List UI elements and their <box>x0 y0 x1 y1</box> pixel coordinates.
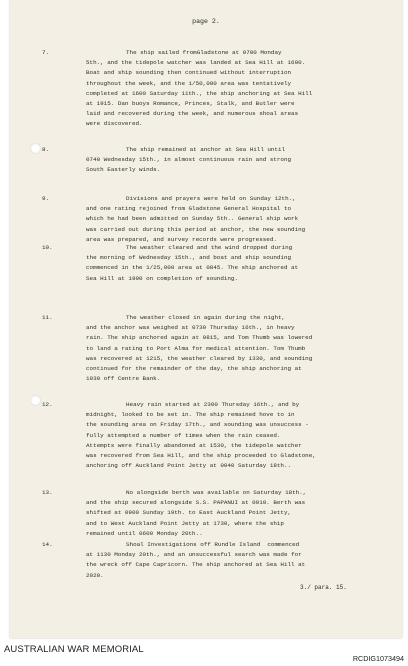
paragraph <box>42 48 386 130</box>
paragraph-line: at 1915. Dan buoys Romance, Princes, Stalk, and Butler were <box>86 100 295 108</box>
paragraph-line: 2020. <box>86 571 104 579</box>
paragraph-line: shifted at 0900 Sunday 19th. to East Auckland Point Jetty, <box>86 509 292 517</box>
paragraph-line: Divisions and prayers were held on Sunday 12th., <box>126 195 296 202</box>
paragraph-line: were discovered. <box>86 120 143 128</box>
paragraph <box>42 243 386 284</box>
organization-label: AUSTRALIAN WAR MEMORIAL <box>4 644 144 655</box>
paragraph-line: anchoring off Auckland Point Jetty at 0040 Saturday 18th.. <box>86 462 292 470</box>
paragraph-line: 1930 off Centre Bank. <box>86 375 161 383</box>
paragraph <box>42 145 386 176</box>
paragraph-line: throughout the week, and the 1/50,000 area was tentatively <box>86 79 292 87</box>
paragraph-line: The ship remained at anchor at Sea Hill until <box>126 146 286 153</box>
paragraph <box>42 400 386 471</box>
paragraph <box>42 313 386 384</box>
paragraph-line: South Easterly winds. <box>86 166 161 174</box>
paragraph-line: 5th., and the tidepole watcher was landed at Sea Hill at 1600. <box>86 59 306 67</box>
punch-hole <box>30 395 41 406</box>
paragraph-number: 9. <box>42 195 50 202</box>
paragraph-line: and to West Auckland Point Jetty at 1730, where the ship <box>86 519 284 527</box>
paragraph-number: 13. <box>42 489 53 496</box>
punch-hole <box>30 143 41 154</box>
paragraph-line: 0740 Wednesday 15th., in almost continuous rain and strong <box>86 156 292 164</box>
paragraph-line: and the anchor was weighed at 0730 Thursday 16th., in heavy <box>86 324 295 332</box>
paragraph-line: The weather cleared and the wind dropped during <box>126 244 293 251</box>
paragraph-line: midnight, looked to be set in. The ship remained hove to in <box>86 411 295 419</box>
paragraph-line: fully attempted a number of times when the rain ceased. <box>86 431 281 439</box>
paragraph-line: and one rating rejoined from Gladstone General Hospital to <box>86 205 292 213</box>
paragraph-line: at 1130 Monday 20th., and an unsuccessful search was made for <box>86 551 302 559</box>
paragraph-line: continued for the remainder of the day, the ship anchoring at <box>86 365 302 373</box>
paragraph-line: Attempts were finally abandoned at 1530, the tidepole watcher <box>86 441 302 449</box>
paragraph-number: 11. <box>42 314 53 321</box>
paragraph-line: Sea Hill at 1900 on completion of sounding. <box>86 274 239 282</box>
paragraph-number: 12. <box>42 401 53 408</box>
paragraph-number: 7. <box>42 49 50 56</box>
paragraph-line: rain. The ship anchored again at 0815, and Tom Thumb was lowered <box>86 334 313 342</box>
paragraph-line: the sounding area on Friday 17th., and sounding was unsuccess - <box>86 421 309 429</box>
paragraph-line: Boat and ship sounding then continued without interruption <box>86 69 292 77</box>
paragraph-line: Heavy rain started at 2300 Thursday 16th., and by <box>126 401 300 408</box>
paragraph-line: Shoal Investigations off Rundle Island commenced <box>126 541 300 548</box>
paragraph-line: remained until 0600 Monday 20th.. <box>86 529 203 537</box>
paragraph-line: was recovered from Sea Hill, and the ship proceeded to Gladstone, <box>86 452 316 460</box>
paragraph-line: commenced in the 1/25,000 area at 0845. The ship anchored at <box>86 264 299 272</box>
paragraph-line: to land a rating to Port Alma for medical attention. Tom Thumb <box>86 344 306 352</box>
paragraph-line: The weather closed in again during the night, <box>126 314 286 321</box>
reference-id: RCDIG1073494 <box>352 654 404 663</box>
archive-footer <box>0 640 408 666</box>
paragraph-number: 10. <box>42 244 53 251</box>
paragraph <box>42 540 386 581</box>
paragraph-line: was carried out during this period at anchor, the new sounding <box>86 225 306 233</box>
page-header: page 2. <box>192 18 220 25</box>
paragraph-line: No alongside berth was available on Saturday 18th., <box>126 489 307 496</box>
paragraph-line: The ship sailed fromGladstone at 0700 Monday <box>126 49 282 56</box>
paragraph-line: the wreck off Cape Capricorn. The ship anchored at Sea Hill at <box>86 561 306 569</box>
paragraph <box>42 194 386 245</box>
paragraph-line: and the ship secured alongside S.S. PAPANUI at 0910. Berth was <box>86 499 306 507</box>
paragraph-line: area was prepared, and survey records were progressed. <box>86 235 277 243</box>
paragraph-number: 14. <box>42 541 53 548</box>
continuation-note: 3./ para. 15. <box>300 584 347 591</box>
paragraph-number: 8. <box>42 146 50 153</box>
paragraph-line: the morning of Wednesday 15th., and boat and ship sounding <box>86 254 292 262</box>
document-page <box>10 0 402 638</box>
paragraph-line: laid and recovered during the week, and numerous shoal areas <box>86 110 299 118</box>
paragraph-line: completed at 1600 Saturday 11th., the ship anchoring at Sea Hill <box>86 89 313 97</box>
paragraph-line: which he had been admitted on Sunday 5th.. General ship work <box>86 215 299 223</box>
paragraph-line: was recovered at 1215, the weather cleared by 1330, and sounding <box>86 354 313 362</box>
paragraph <box>42 488 386 539</box>
